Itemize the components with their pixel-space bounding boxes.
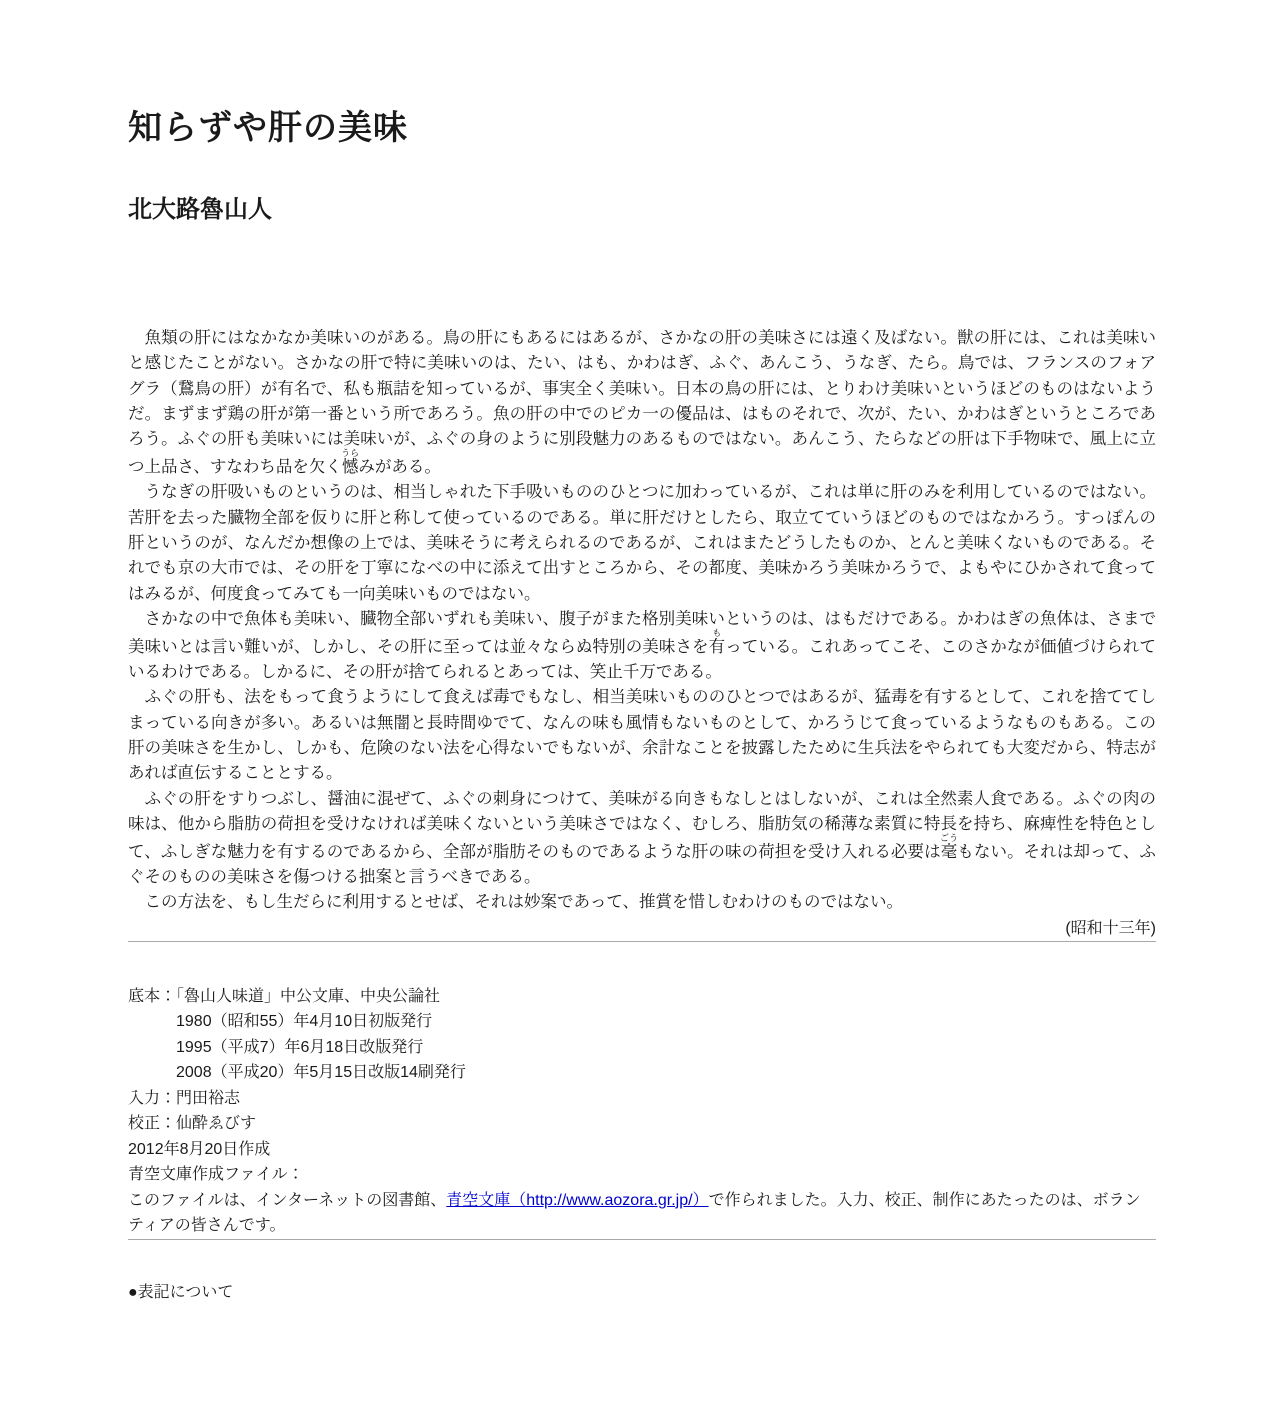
- page-title: 知らずや肝の美味: [128, 109, 408, 147]
- body-paragraphs: [128, 326, 1156, 916]
- date-note: (昭和十三年): [1065, 919, 1156, 937]
- colophon-lines: [128, 984, 1156, 1188]
- paragraph: うなぎの肝吸いものというのは、相当しゃれた下手吸いもののひとつに加わっているが、これは単に肝のみを利用しているのではない。苦肝を去った臓物全部を仮りに肝と称して使っているのである。単に肝だけとしたら、取立てていうほどのものではなかろう。すっぽんの肝というのが、なんだか想像の上では、美味そうに考えられるのであるが、これはまたどうしたものか、とんと美味くないものである。それでも京の大市では、その肝を丁寧になべの中に添えて出すところから、その都度、美味かろう美味かろうで、よもやにひかされて食ってはみるが、何度食ってみても一向美味いものではない。: [128, 483, 1156, 603]
- colophon-line: 1980（昭和55）年4月10日初版発行: [128, 1013, 433, 1031]
- paragraph: ふぐの肝をすりつぶし、醤油に混ぜて、ふぐの刺身につけて、美味がる向きもなしとはしないが、これは全然素人食である。ふぐの肉の味は、他から脂肪の荷担を受けなければ美味くないという美味さではなく、むしろ、脂肪気の稀薄な素質に特長を持ち、麻痺性を特色として、ふしぎな魅力を有するのであるから、全部が脂肪そのものであるような肝の味の荷担を受け入れる必要は毫ごうもない。それは却って、ふぐそのものの美味さを傷つける拙案と言うべきである。: [128, 789, 1156, 887]
- colophon-line: 入力：門田裕志: [128, 1089, 241, 1107]
- colophon: [128, 984, 1156, 1239]
- aozora-bunko-link[interactable]: 青空文庫（http://www.aozora.gr.jp/）: [446, 1191, 709, 1209]
- colophon-line: 底本：「魯山人味道」中公文庫、中央公論社: [128, 987, 441, 1005]
- divider-top: [128, 941, 1156, 942]
- colophon-line: 1995（平成7）年6月18日改版発行: [128, 1038, 424, 1056]
- colophon-line: 2008（平成20）年5月15日改版14刷発行: [128, 1064, 466, 1082]
- colophon-line: 2012年8月20日作成: [128, 1140, 271, 1158]
- paragraph: この方法を、もし生だらに利用するとせば、それは妙案であって、推賞を惜しむわけのものではない。: [128, 893, 904, 912]
- credit-line: [128, 1188, 1156, 1239]
- notation-section-heading: ●表記について: [128, 1283, 234, 1301]
- credit-post-text: で作られました。入力、校正、制作にあたったのは、ボランティアの皆さんです。: [128, 1191, 1141, 1235]
- colophon-line: 校正：仙酔ゑびす: [128, 1115, 257, 1133]
- paragraph: ふぐの肝も、法をもって食うようにして食えば毒でもなし、相当美味いもののひとつではあるが、猛毒を有するとして、これを捨ててしまっている向きが多い。あるいは無闇と長時間ゆでて、なんの味も風情もないものとして、かろうじて食っているようなものもある。この肝の美味さを生かし、しかも、危険のない法を心得ないでもないが、余計なことを披露したために生兵法をやられても大変だから、特志があれば直伝することとする。: [128, 688, 1156, 783]
- paragraph: さかなの中で魚体も美味い、臓物全部いずれも美味い、腹子がまた格別美味いというのは、はもだけである。かわはぎの魚体は、さまで美味いとは言い難いが、しかし、その肝に至っては並々ならぬ特別の美味さを有もっている。これあってこそ、このさかなが価値づけられているわけである。しかるに、その肝が捨てられるとあっては、笑止千万である。: [128, 609, 1157, 682]
- credit-pre-text: このファイルは、インターネットの図書館、: [128, 1191, 447, 1209]
- paragraph: 魚類の肝にはなかなか美味いのがある。鳥の肝にもあるにはあるが、さかなの肝の美味さには遠く及ばない。獣の肝には、これは美味いと感じたことがない。さかなの肝で特に美味いのは、たい、はも、かわはぎ、ふぐ、あんこう、うなぎ、たら。鳥では、フランスのフォアグラ（鵞鳥の肝）が有名で、私も瓶詰を知っているが、事実全く美味い。日本の鳥の肝には、とりわけ美味いというほどのものはないようだ。まずまず鶏の肝が第一番という所であろう。魚の肝の中でのピカ一の優品は、はものそれで、次が、たい、かわはぎというところであろう。ふぐの肝も美味いには美味いが、ふぐの身のように別段魅力のあるものではない。あんこう、たらなどの肝は下手物味で、風上に立つ上品さ、すなわち品を欠く憾うらみがある。: [128, 329, 1157, 477]
- author-name: 北大路魯山人: [128, 196, 272, 223]
- colophon-line: 青空文庫作成ファイル：: [128, 1166, 304, 1184]
- divider-bottom: [128, 1239, 1156, 1240]
